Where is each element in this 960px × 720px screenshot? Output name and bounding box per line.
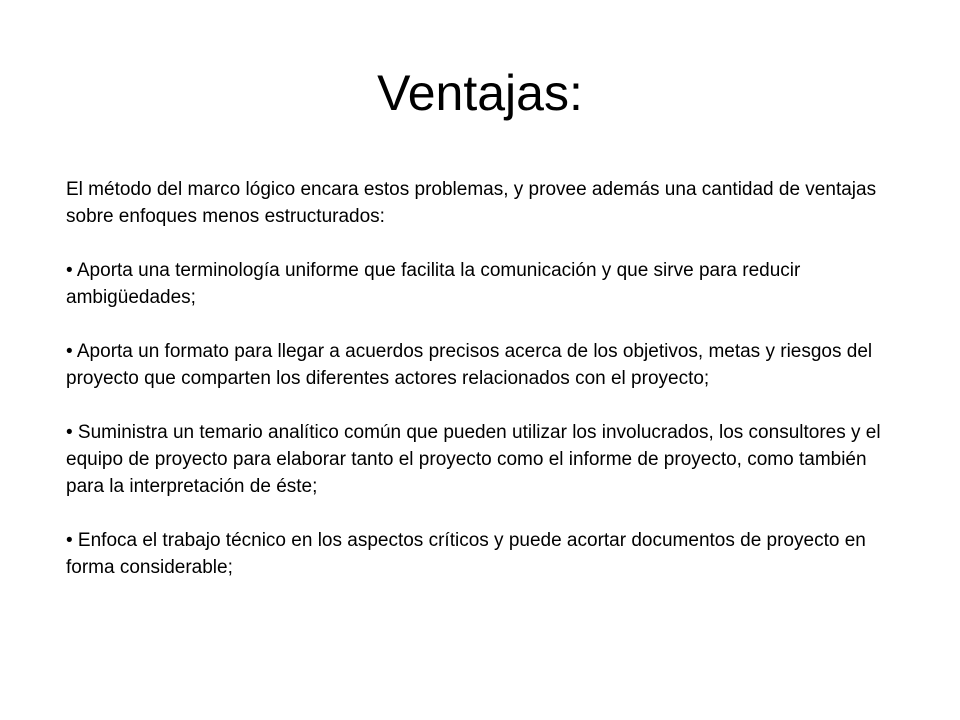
bullet-item-analytic-agenda: • Suministra un temario analítico común que pueden utilizar los involucrados, los consultores y el equipo de proyecto para elaborar tanto el proyecto como el informe de proyecto, como también para la interpretación de éste; [66,422,881,497]
intro-paragraph: El método del marco lógico encara estos problemas, y provee además una cantidad de ventajas sobre enfoques menos estructurados: [66,179,877,227]
bullet-item-format: • Aporta un formato para llegar a acuerdos precisos acerca de los objetivos, metas y riesgos del proyecto que comparten los diferentes actores relacionados con el proyecto; [66,341,873,389]
slide-body [66,176,906,581]
slide-title: Ventajas: [377,65,583,121]
bullet-item-technical-focus: • Enfoca el trabajo técnico en los aspectos críticos y puede acortar documentos de proyecto en forma considerable; [66,530,866,578]
bullet-item-terminology: • Aporta una terminología uniforme que facilita la comunicación y que sirve para reducir ambigüedades; [66,260,801,308]
